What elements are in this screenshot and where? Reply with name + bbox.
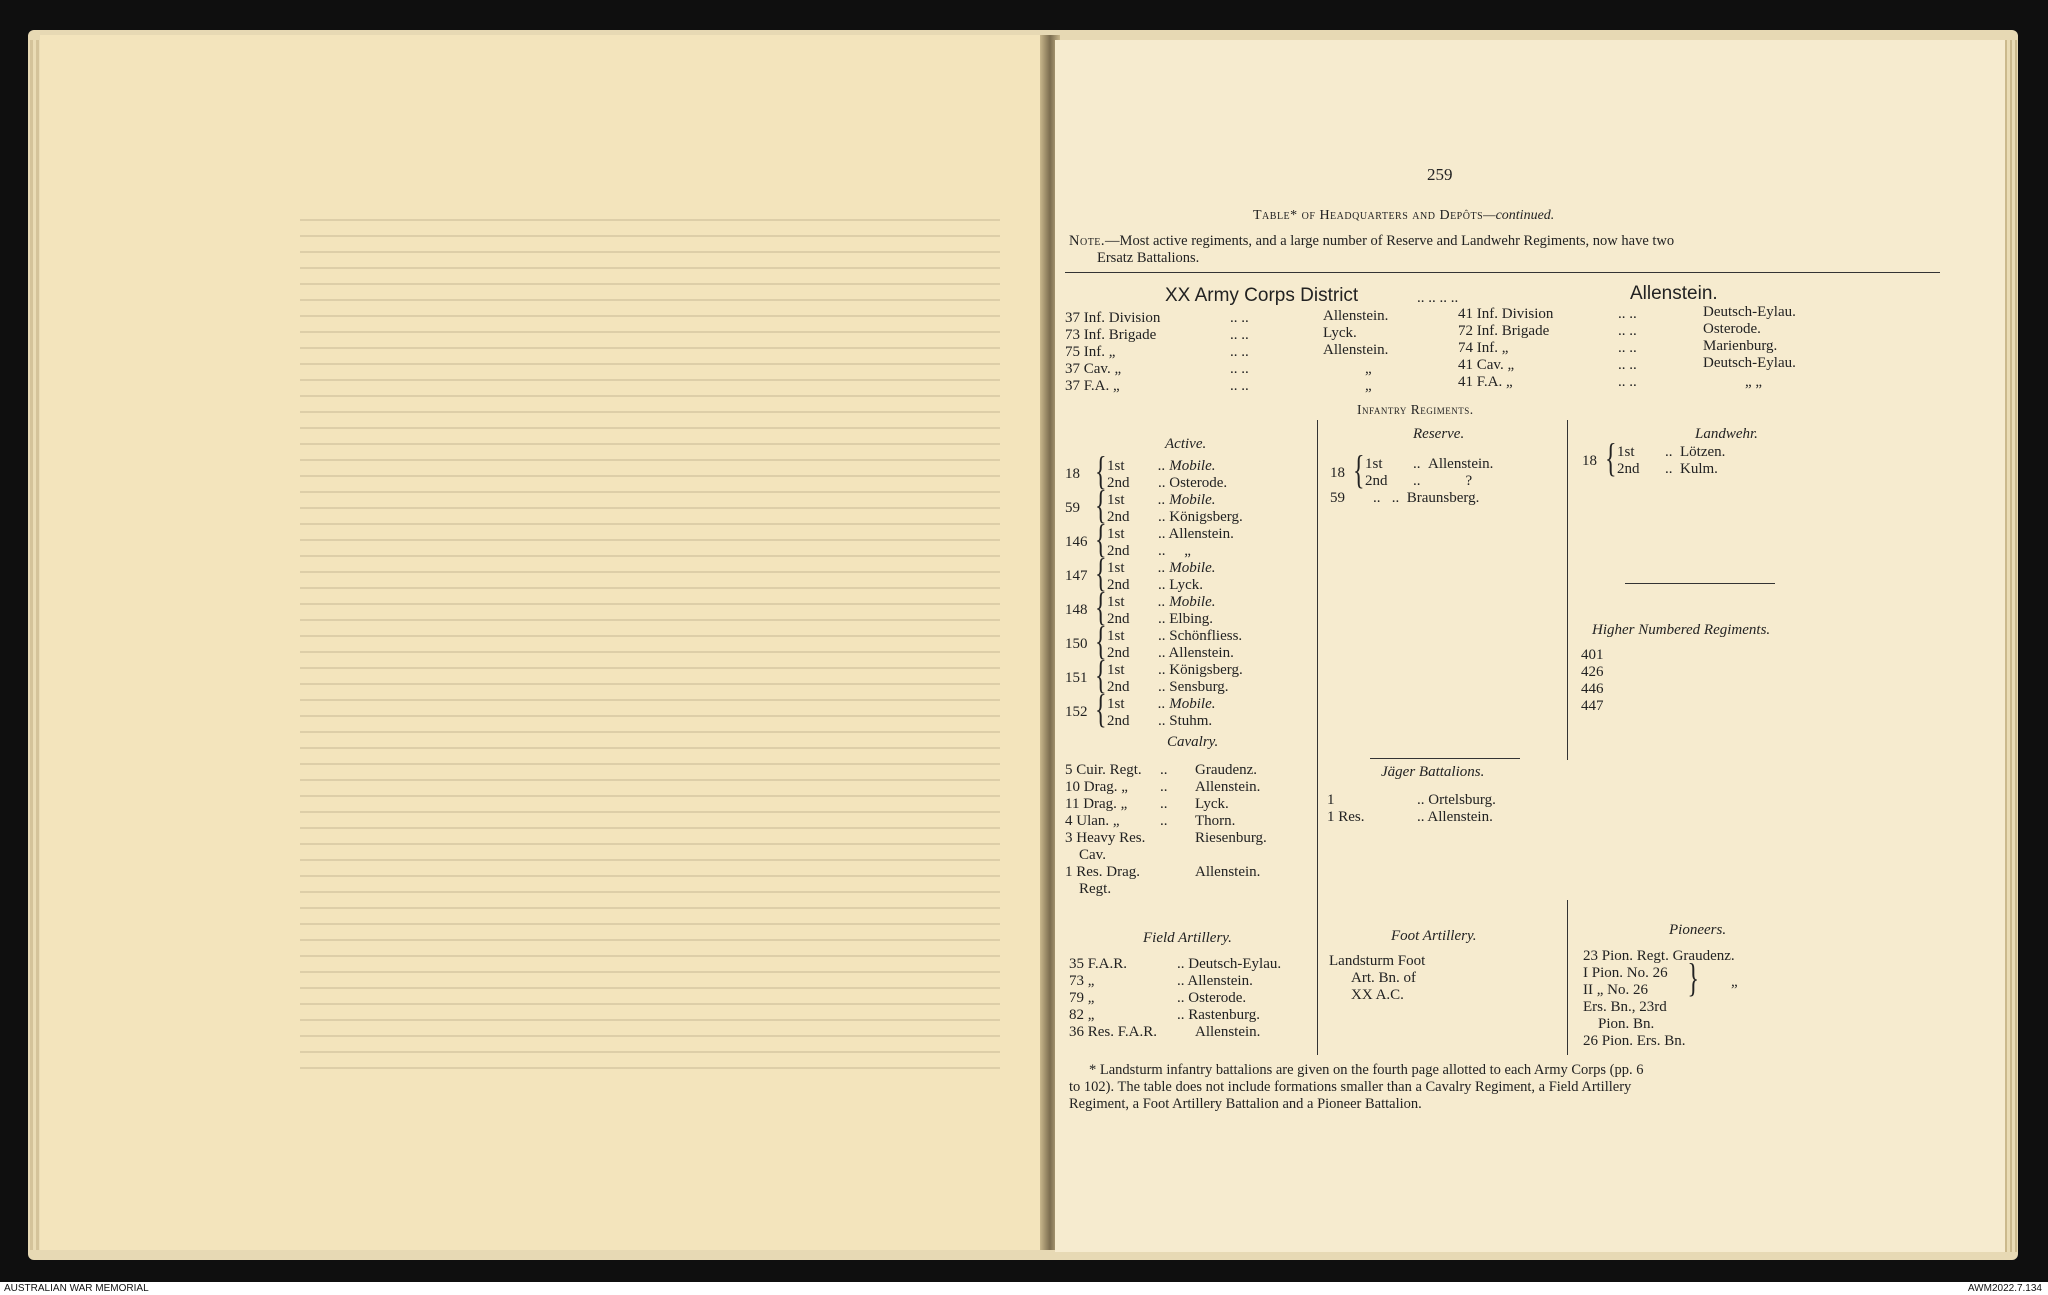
cavalry-place: Graudenz. xyxy=(1195,762,1258,778)
foot-artillery-heading: Foot Artillery. xyxy=(1391,928,1477,944)
cavalry-place: Riesenburg. xyxy=(1195,830,1267,846)
active-r1: 1st xyxy=(1107,594,1125,610)
field-artillery-heading: Field Artillery. xyxy=(1143,930,1232,946)
jager-place: .. Ortelsburg. xyxy=(1417,792,1496,808)
cavalry-unit: 5 Cuir. Regt. xyxy=(1065,762,1142,778)
hq-place: „ „ xyxy=(1745,374,1763,390)
hq-place: Deutsch-Eylau. xyxy=(1703,304,1796,320)
hq-unit: 72 Inf. Brigade xyxy=(1458,323,1550,339)
left-page xyxy=(40,35,1050,1250)
cavalry-unit: Cav. xyxy=(1079,847,1106,863)
active-r2: 2nd xyxy=(1107,611,1130,627)
column-rule-1 xyxy=(1317,420,1318,1055)
active-heading: Active. xyxy=(1165,436,1207,452)
active-num: 18 xyxy=(1065,466,1080,482)
fa-place: .. Osterode. xyxy=(1177,990,1247,1006)
active-p2: .. Elbing. xyxy=(1158,611,1213,627)
hq-unit: 37 Cav. „ xyxy=(1065,361,1122,377)
hq-place: „ xyxy=(1365,361,1372,377)
jager-num: 1 xyxy=(1327,792,1335,808)
archive-footer xyxy=(0,1282,2048,1295)
hq-dots: .. .. xyxy=(1230,378,1249,394)
hq-dots: .. .. xyxy=(1618,340,1637,356)
active-r1: 1st xyxy=(1107,628,1125,644)
landwehr-rule xyxy=(1625,583,1775,584)
right-page xyxy=(1055,40,2005,1252)
landwehr-r1: 1st xyxy=(1617,444,1635,460)
cavalry-dots: .. xyxy=(1160,796,1168,812)
active-num: 148 xyxy=(1065,602,1088,618)
active-p1: .. Allenstein. xyxy=(1158,526,1234,542)
active-r2: 2nd xyxy=(1107,475,1130,491)
fa-place: .. Allenstein. xyxy=(1177,973,1253,989)
reserve-r1: 1st xyxy=(1365,456,1383,472)
hq-unit: 41 Cav. „ xyxy=(1458,357,1515,373)
brace: { xyxy=(1605,435,1617,480)
cavalry-dots: .. xyxy=(1160,779,1168,795)
active-p2: .. Allenstein. xyxy=(1158,645,1234,661)
hq-place: Deutsch-Eylau. xyxy=(1703,355,1796,371)
footnote-line-1: * Landsturm infantry battalions are given on the fourth page allotted to each Army Corps (pp. 6 xyxy=(1089,1062,1644,1078)
foot-artillery-line: XX A.C. xyxy=(1351,987,1404,1003)
reserve-p2: .. ? xyxy=(1413,473,1473,489)
active-p2: .. Stuhm. xyxy=(1158,713,1213,729)
active-p1: .. Mobile. xyxy=(1158,594,1216,610)
active-num: 151 xyxy=(1065,670,1088,686)
cavalry-heading: Cavalry. xyxy=(1167,734,1219,750)
active-p2: .. „ xyxy=(1158,543,1191,559)
hq-place: Marienburg. xyxy=(1703,338,1778,354)
active-r2: 2nd xyxy=(1107,577,1130,593)
cavalry-place: Allenstein. xyxy=(1195,779,1261,795)
active-p2: .. Lyck. xyxy=(1158,577,1203,593)
active-r2: 2nd xyxy=(1107,679,1130,695)
reserve-heading: Reserve. xyxy=(1413,426,1465,442)
hq-unit: 37 F.A. „ xyxy=(1065,378,1120,394)
cavalry-unit: 11 Drag. „ xyxy=(1065,796,1128,812)
hq-dots: .. .. xyxy=(1618,306,1637,322)
footnote-line-2: to 102). The table does not include formations smaller than a Cavalry Regiment, a Field Artillery xyxy=(1069,1079,1632,1095)
pioneers-line: 23 Pion. Regt. Graudenz. xyxy=(1583,948,1735,964)
cavalry-place: Lyck. xyxy=(1195,796,1229,812)
hq-unit: 41 Inf. Division xyxy=(1458,306,1554,322)
district-dots: .. .. .. .. xyxy=(1417,290,1459,306)
pioneers-line: Pion. Bn. xyxy=(1598,1016,1655,1032)
landwehr-heading: Landwehr. xyxy=(1695,426,1758,442)
hq-dots: .. .. xyxy=(1230,344,1249,360)
active-num: 150 xyxy=(1065,636,1088,652)
jager-heading: Jäger Battalions. xyxy=(1381,764,1485,780)
column-rule-2b xyxy=(1567,900,1568,1055)
footer-source: AUSTRALIAN WAR MEMORIAL xyxy=(4,1283,149,1294)
active-p1: .. Mobile. xyxy=(1158,458,1216,474)
pioneers-heading: Pioneers. xyxy=(1669,922,1727,938)
hq-unit: 75 Inf. „ xyxy=(1065,344,1116,360)
reserve-r2: 2nd xyxy=(1365,473,1388,489)
brace: { xyxy=(1095,618,1107,663)
fa-unit: 35 F.A.R. xyxy=(1069,956,1127,972)
bleed-through-text xyxy=(300,205,1000,1075)
active-r1: 1st xyxy=(1107,526,1125,542)
hq-dots: .. .. xyxy=(1618,374,1637,390)
higher-item: 446 xyxy=(1581,681,1604,697)
cavalry-place: Thorn. xyxy=(1195,813,1236,829)
landwehr-p1: .. Lötzen. xyxy=(1665,444,1726,460)
fa-place: .. Rastenburg. xyxy=(1177,1007,1261,1023)
pioneers-line: II „ No. 26 xyxy=(1583,982,1648,998)
foot-artillery-line: Landsturm Foot xyxy=(1329,953,1426,969)
note-line-1: Note.—Most active regiments, and a large number of Reserve and Landwehr Regiments, now have two xyxy=(1069,233,1675,249)
brace: { xyxy=(1687,955,1699,1000)
active-p1: .. Schönfliess. xyxy=(1158,628,1243,644)
pioneers-line: 26 Pion. Ers. Bn. xyxy=(1583,1033,1686,1049)
landwehr-num: 18 xyxy=(1582,453,1597,469)
fa-unit: 73 „ xyxy=(1069,973,1095,989)
active-r1: 1st xyxy=(1107,696,1125,712)
reserve-num: 18 xyxy=(1330,465,1345,481)
cavalry-dots: .. xyxy=(1160,813,1168,829)
hq-place: Lyck. xyxy=(1323,325,1357,341)
pioneers-line: Ers. Bn., 23rd xyxy=(1583,999,1667,1015)
active-r2: 2nd xyxy=(1107,645,1130,661)
footnote-line-3: Regiment, a Foot Artillery Battalion and a Pioneer Battalion. xyxy=(1069,1096,1422,1112)
higher-heading: Higher Numbered Regiments. xyxy=(1592,622,1771,638)
fa-unit: 36 Res. F.A.R. xyxy=(1069,1024,1157,1040)
cavalry-unit: 4 Ulan. „ xyxy=(1065,813,1120,829)
active-num: 59 xyxy=(1065,500,1080,516)
hq-place: Allenstein. xyxy=(1323,342,1389,358)
active-p1: .. Königsberg. xyxy=(1158,662,1243,678)
active-r1: 1st xyxy=(1107,662,1125,678)
district-name: XX Army Corps District xyxy=(1165,285,1359,306)
brace: { xyxy=(1095,652,1107,697)
active-r2: 2nd xyxy=(1107,543,1130,559)
fa-unit: 79 „ xyxy=(1069,990,1095,1006)
fa-place: Allenstein. xyxy=(1195,1024,1261,1040)
table-title: Table* of Headquarters and Depôts—continued. xyxy=(1253,208,1555,223)
hq-dots: .. .. xyxy=(1230,361,1249,377)
hq-place: „ xyxy=(1365,378,1372,394)
hq-dots: .. .. xyxy=(1618,357,1637,373)
jager-place: .. Allenstein. xyxy=(1417,809,1493,825)
hq-place: Osterode. xyxy=(1703,321,1761,337)
active-p2: .. Osterode. xyxy=(1158,475,1228,491)
brace: { xyxy=(1353,447,1365,492)
hq-unit: 41 F.A. „ xyxy=(1458,374,1513,390)
hq-dots: .. .. xyxy=(1230,310,1249,326)
hq-dots: .. .. xyxy=(1618,323,1637,339)
active-p1: .. Mobile. xyxy=(1158,696,1216,712)
higher-item: 426 xyxy=(1581,664,1604,680)
active-r2: 2nd xyxy=(1107,509,1130,525)
active-r2: 2nd xyxy=(1107,713,1130,729)
active-p2: .. Königsberg. xyxy=(1158,509,1243,525)
fa-place: .. Deutsch-Eylau. xyxy=(1177,956,1282,972)
cavalry-place: Allenstein. xyxy=(1195,864,1261,880)
brace: { xyxy=(1095,482,1107,527)
hq-place: Allenstein. xyxy=(1323,308,1389,324)
brace: { xyxy=(1095,448,1107,493)
active-num: 152 xyxy=(1065,704,1088,720)
foot-artillery-line: Art. Bn. of xyxy=(1351,970,1416,986)
top-rule xyxy=(1065,272,1940,273)
brace: { xyxy=(1095,686,1107,731)
active-r1: 1st xyxy=(1107,458,1125,474)
active-num: 146 xyxy=(1065,534,1088,550)
district-town: Allenstein. xyxy=(1630,283,1718,304)
jager-num: 1 Res. xyxy=(1327,809,1365,825)
landwehr-p2: .. Kulm. xyxy=(1665,461,1718,477)
fa-unit: 82 „ xyxy=(1069,1007,1095,1023)
landwehr-r2: 2nd xyxy=(1617,461,1640,477)
active-r1: 1st xyxy=(1107,492,1125,508)
jager-rule xyxy=(1370,758,1520,759)
hq-unit: 73 Inf. Brigade xyxy=(1065,327,1157,343)
reserve-row2-num: 59 xyxy=(1330,490,1345,506)
hq-unit: 37 Inf. Division xyxy=(1065,310,1161,326)
reserve-p1: .. Allenstein. xyxy=(1413,456,1494,472)
cavalry-unit: 1 Res. Drag. xyxy=(1065,864,1140,880)
footer-reference: AWM2022.7.134 xyxy=(1967,1283,2042,1294)
active-p2: .. Sensburg. xyxy=(1158,679,1229,695)
active-r1: 1st xyxy=(1107,560,1125,576)
infantry-heading: Infantry Regiments. xyxy=(1357,402,1474,417)
cavalry-unit: 10 Drag. „ xyxy=(1065,779,1128,795)
higher-item: 401 xyxy=(1581,647,1604,663)
note-line-2: Ersatz Battalions. xyxy=(1097,250,1200,266)
cavalry-unit: 3 Heavy Res. xyxy=(1065,830,1146,846)
hq-dots: .. .. xyxy=(1230,327,1249,343)
cavalry-dots: .. xyxy=(1160,762,1168,778)
active-p1: .. Mobile. xyxy=(1158,560,1216,576)
column-rule-2a xyxy=(1567,420,1568,760)
brace: { xyxy=(1095,584,1107,629)
pioneers-ditto: „ xyxy=(1731,974,1738,990)
reserve-row2-place: .. .. Braunsberg. xyxy=(1373,490,1480,506)
brace: { xyxy=(1095,550,1107,595)
cavalry-unit: Regt. xyxy=(1079,881,1112,897)
higher-item: 447 xyxy=(1581,698,1604,714)
brace: { xyxy=(1095,516,1107,561)
pioneers-line: I Pion. No. 26 xyxy=(1583,965,1668,981)
hq-unit: 74 Inf. „ xyxy=(1458,340,1509,356)
active-p1: .. Mobile. xyxy=(1158,492,1216,508)
active-num: 147 xyxy=(1065,568,1088,584)
page-number: 259 xyxy=(1427,165,1453,184)
